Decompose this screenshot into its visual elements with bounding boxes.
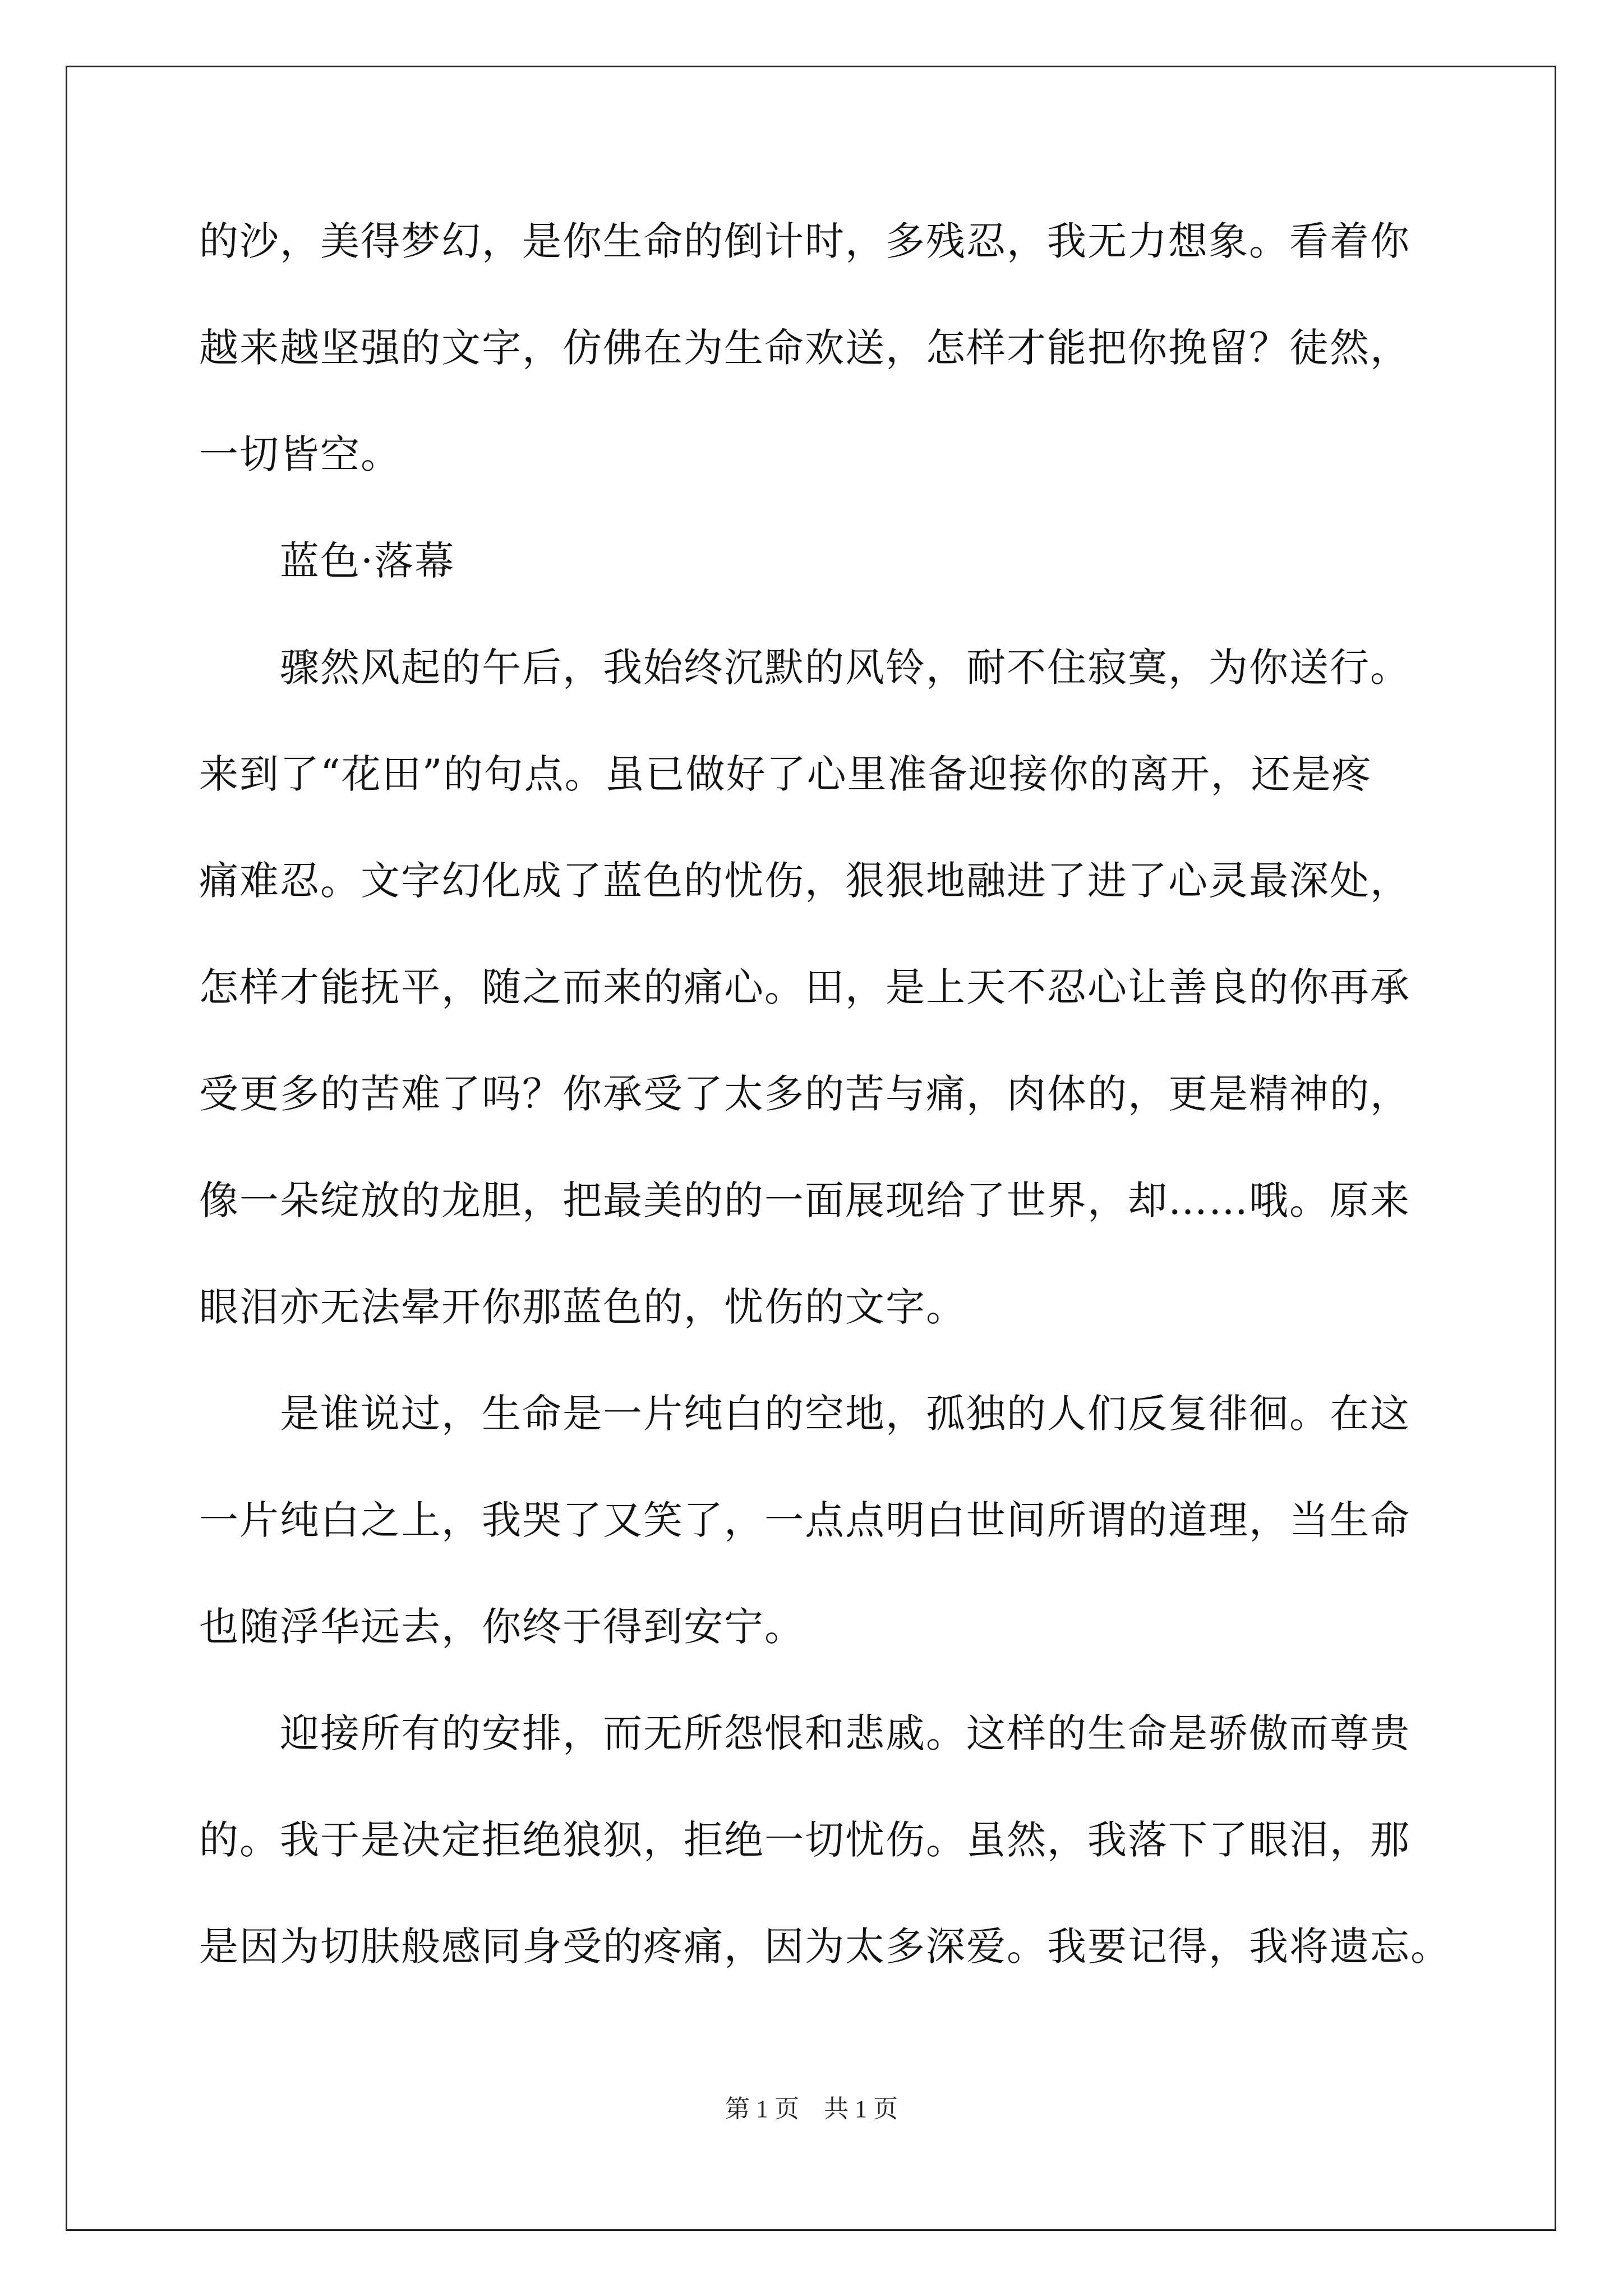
text-line: 也随浮华远去，你终于得到安宁。 [199, 1604, 805, 1650]
text-line: 迎接所有的安排，而无所怨恨和悲戚。这样的生命是骄傲而尊贵 [199, 1710, 1410, 1756]
text-line: 受更多的苦难了吗？你承受了太多的苦与痛，肉体的，更是精神的， [199, 1071, 1410, 1117]
text-line: 的沙，美得梦幻，是你生命的倒计时，多残忍，我无力想象。看着你 [199, 218, 1410, 264]
page-border [66, 66, 1556, 2231]
page-footer: 第 1 页 共 1 页 [725, 2095, 898, 2123]
section-heading: 蓝色·落幕 [199, 538, 455, 584]
text-line: 怎样才能抚平，随之而来的痛心。田，是上天不忍心让善良的你再承 [199, 964, 1410, 1010]
text-line: 来到了“花田”的句点。虽已做好了心里准备迎接你的离开，还是疼 [199, 751, 1372, 797]
text-line: 越来越坚强的文字，仿佛在为生命欢送，怎样才能把你挽留？徒然， [199, 325, 1410, 371]
text-line: 的。我于是决定拒绝狼狈，拒绝一切忧伤。虽然，我落下了眼泪，那 [199, 1817, 1410, 1863]
text-line: 一切皆空。 [199, 431, 401, 477]
text-line: 一片纯白之上，我哭了又笑了，一点点明白世间所谓的道理，当生命 [199, 1497, 1410, 1543]
text-line: 眼泪亦无法晕开你那蓝色的，忧伤的文字。 [199, 1284, 966, 1330]
text-line: 是因为切肤般感同身受的疼痛，因为太多深爱。我要记得，我将遗忘。 [199, 1924, 1451, 1970]
text-line: 像一朵绽放的龙胆，把最美的的一面展现给了世界，却……哦。原来 [199, 1177, 1410, 1223]
text-line: 痛难忍。文字幻化成了蓝色的忧伤，狠狠地融进了进了心灵最深处， [199, 858, 1410, 904]
text-line: 是谁说过，生命是一片纯白的空地，孤独的人们反复徘徊。在这 [199, 1391, 1410, 1437]
text-line: 骤然风起的午后，我始终沉默的风铃，耐不住寂寞，为你送行。 [199, 645, 1410, 691]
